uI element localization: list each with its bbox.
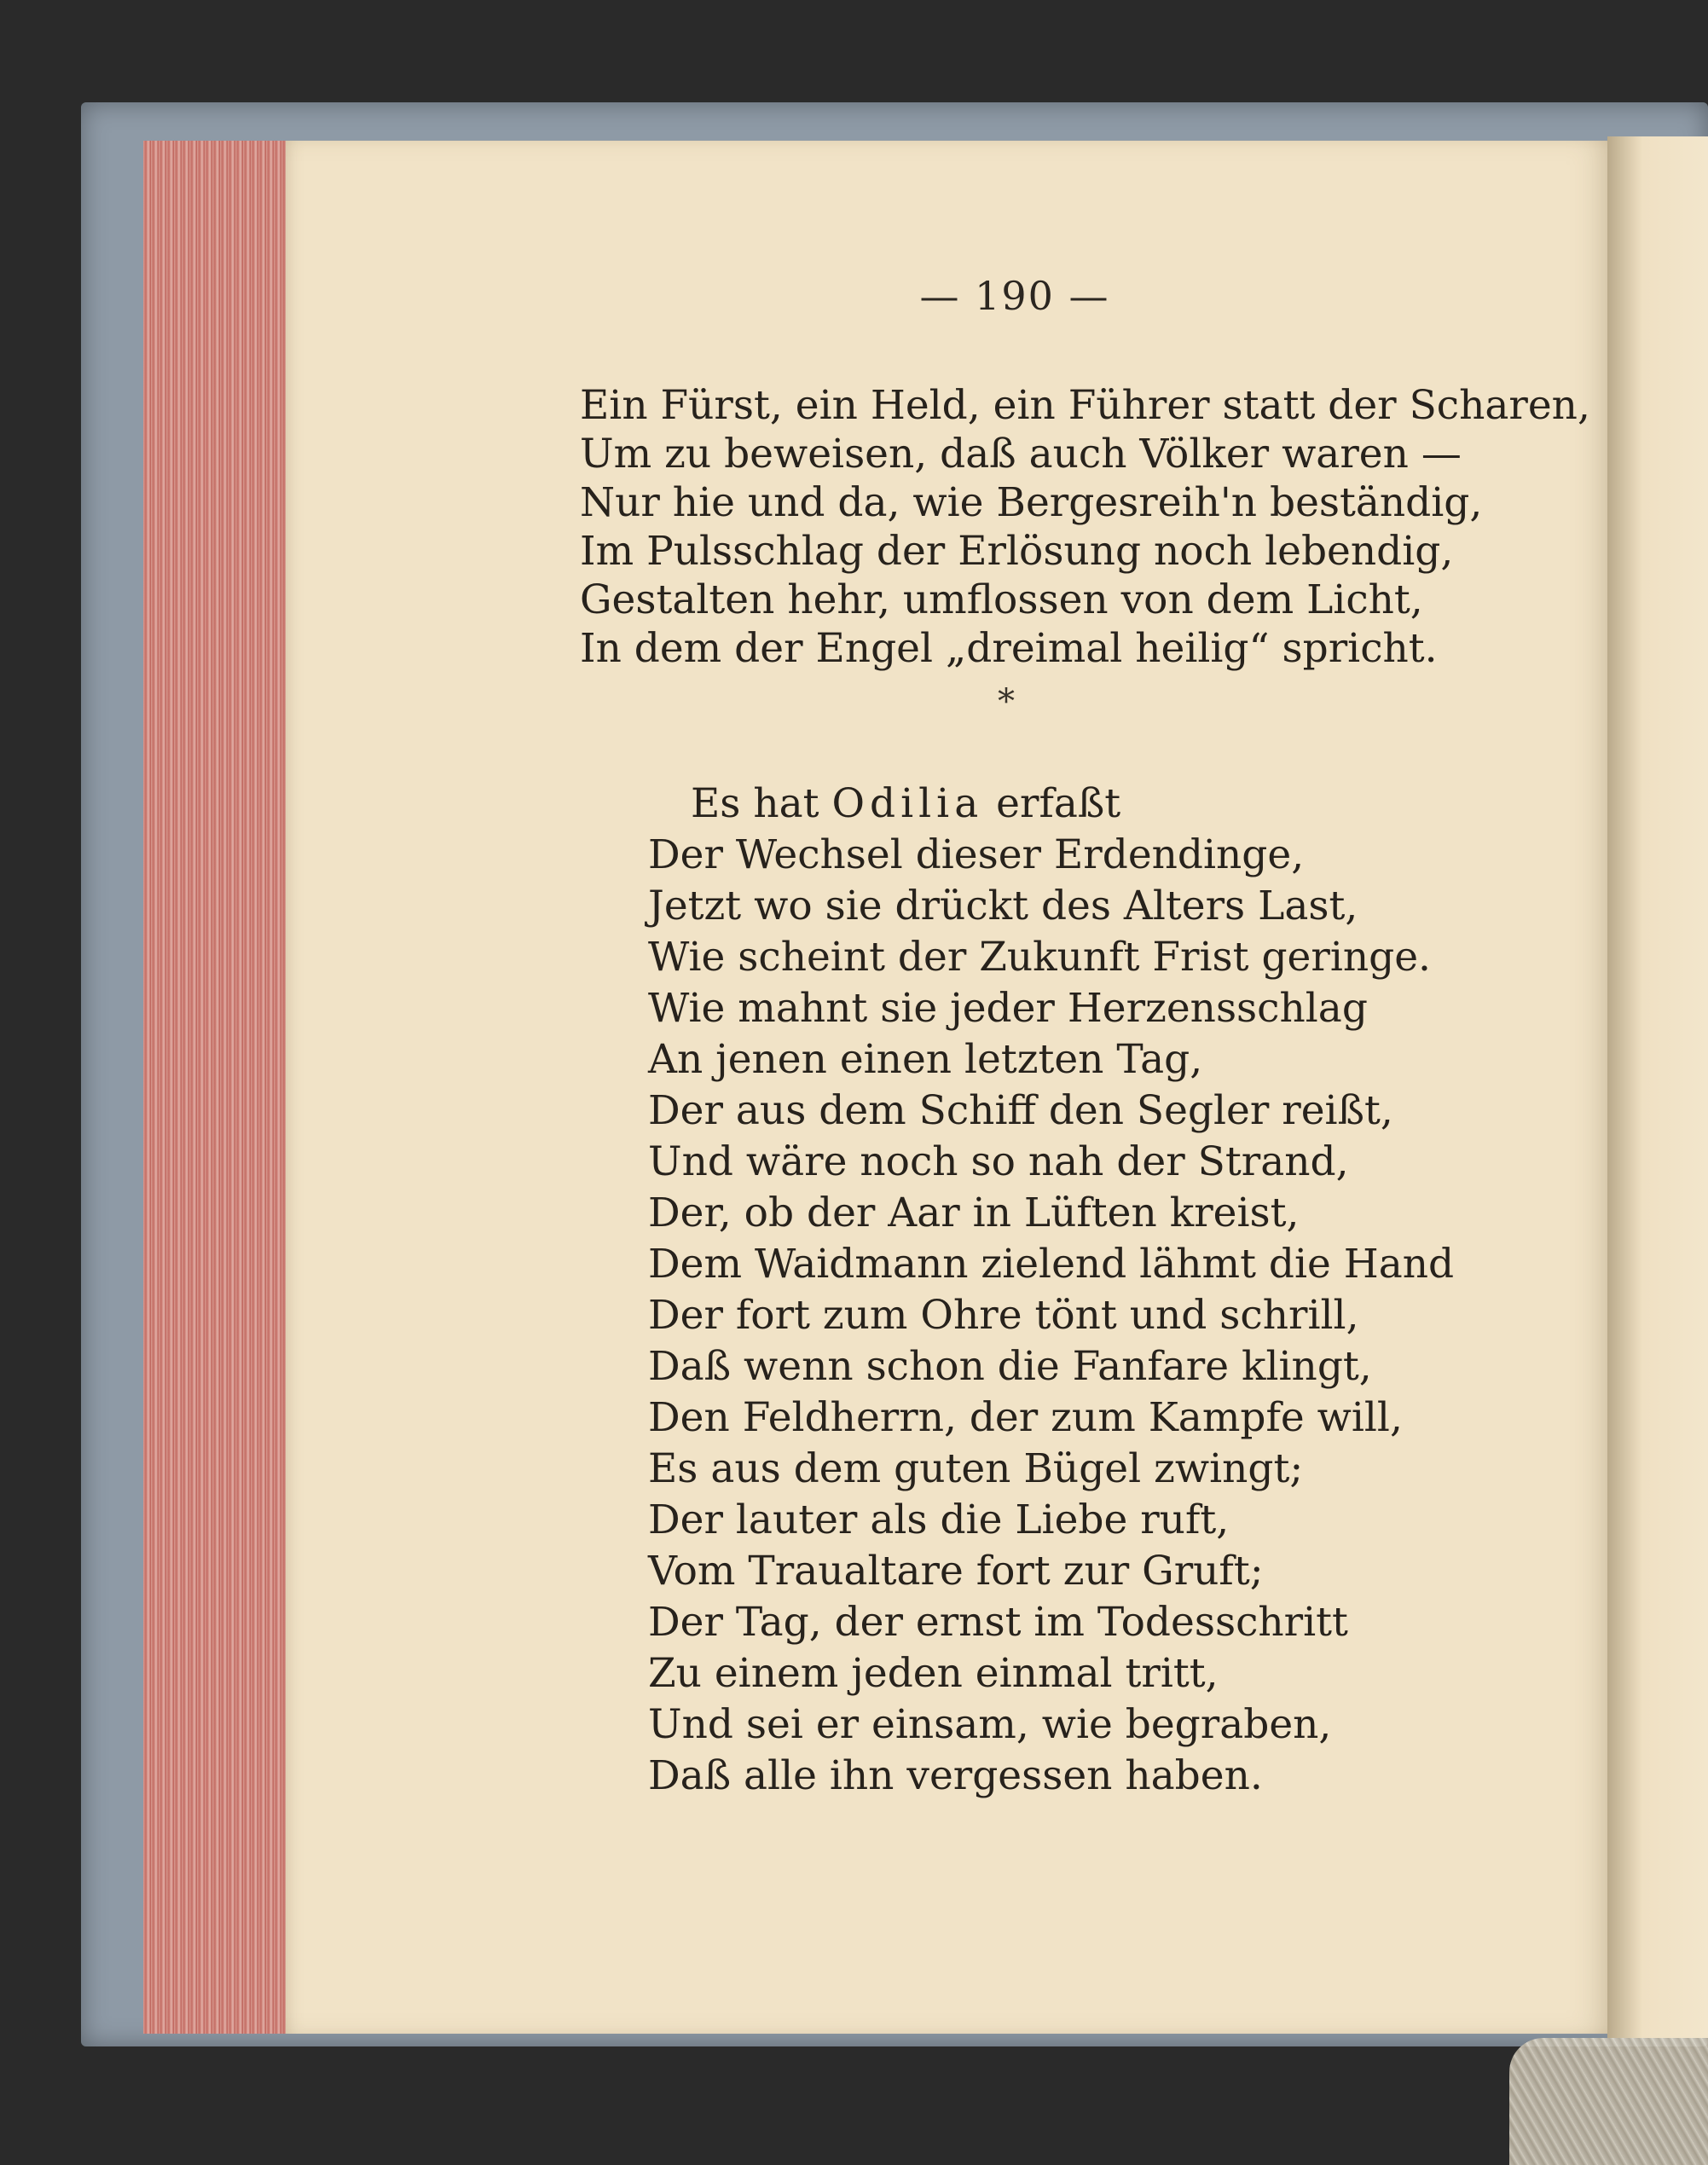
poem-line: Zu einem jeden einmal tritt, xyxy=(648,1650,1219,1697)
line-start: Es hat xyxy=(691,780,832,827)
poem-line: Wie scheint der Zukunft Frist geringe. xyxy=(648,934,1431,981)
poem-line: Es aus dem guten Bügel zwingt; xyxy=(648,1445,1304,1492)
poem-line: Der aus dem Schiff den Segler reißt, xyxy=(648,1087,1393,1134)
poem-line: Der Tag, der ernst im Todesschritt xyxy=(648,1599,1348,1646)
poem-line: Der fort zum Ohre tönt und schrill, xyxy=(648,1292,1359,1339)
poem-line: Ein Fürst, ein Held, ein Führer statt der Scharen, xyxy=(580,382,1590,429)
poem-line: Daß alle ihn vergessen haben. xyxy=(648,1752,1263,1799)
poem-line: Den Feldherrn, der zum Kampfe will, xyxy=(648,1394,1403,1441)
facing-page xyxy=(1607,136,1708,2038)
page-number: — 190 — xyxy=(919,273,1110,319)
poem-line: Gestalten hehr, umflossen von dem Licht, xyxy=(580,576,1423,623)
poem-line: Daß wenn schon die Fanfare klingt, xyxy=(648,1343,1372,1390)
poem-line: Dem Waidmann zielend lähmt die Hand xyxy=(648,1241,1455,1288)
name-odilia: Odilia xyxy=(831,780,984,827)
poem-line: Um zu beweisen, daß auch Völker waren — xyxy=(580,431,1462,478)
poem-line: An jenen einen letzten Tag, xyxy=(648,1036,1203,1083)
poem-line: Der lauter als die Liebe ruft, xyxy=(648,1496,1230,1543)
poem-line: Wie mahnt sie jeder Herzensschlag xyxy=(648,985,1368,1032)
bookmark-cord xyxy=(1509,2038,1708,2165)
section-separator: * xyxy=(998,682,1015,721)
poem-line: Der Wechsel dieser Erdendinge, xyxy=(648,831,1305,878)
poem-line: Und wäre noch so nah der Strand, xyxy=(648,1138,1349,1185)
line-end: erfaßt xyxy=(983,780,1121,827)
poem-line: In dem der Engel „dreimal heilig“ spricht. xyxy=(580,625,1438,672)
poem-line: Jetzt wo sie drückt des Alters Last, xyxy=(648,883,1358,929)
poem-line: Vom Traualtare fort zur Gruft; xyxy=(648,1548,1264,1595)
poem-line: Der, ob der Aar in Lüften kreist, xyxy=(648,1190,1300,1236)
poem-line: Im Pulsschlag der Erlösung noch lebendig, xyxy=(580,528,1454,575)
poem-line: Und sei er einsam, wie begraben, xyxy=(648,1701,1332,1748)
poem-line xyxy=(691,780,1120,827)
poem-line: Nur hie und da, wie Bergesreih'n beständig, xyxy=(580,479,1483,526)
